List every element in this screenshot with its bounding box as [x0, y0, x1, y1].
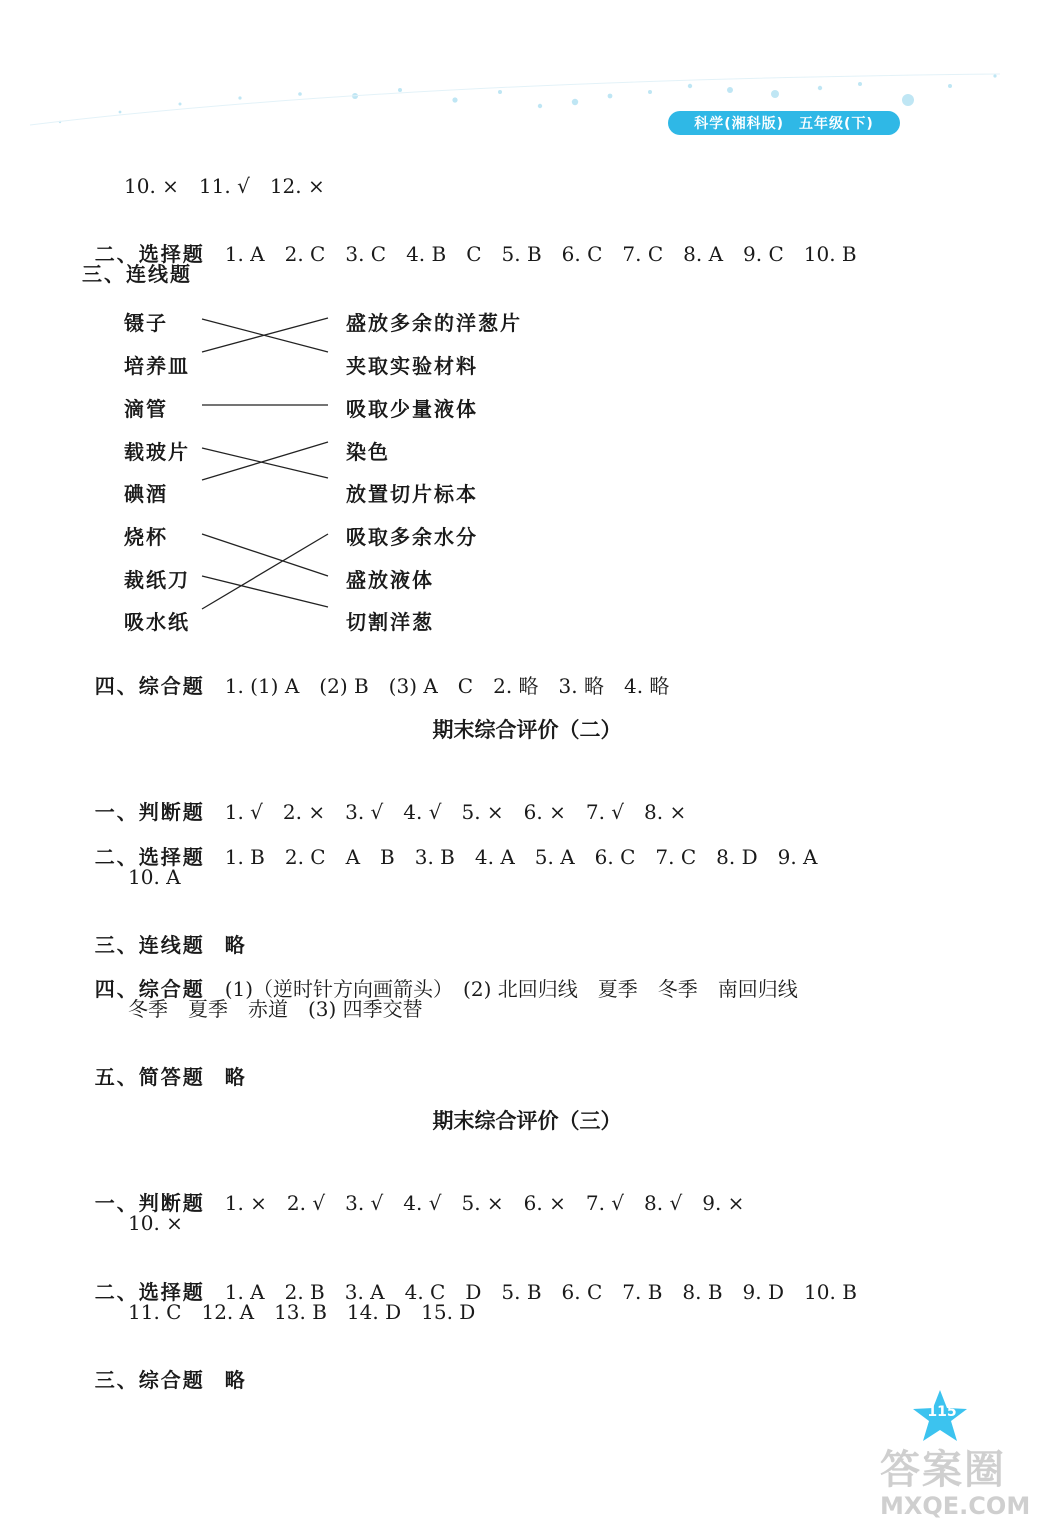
match-left-item: 载玻片: [124, 440, 190, 464]
exam3-judgement-label: 一、判断题: [94, 1191, 205, 1215]
site-watermark: [880, 1448, 1050, 1532]
matching-label: 三、连线题: [82, 262, 192, 286]
page-number: 115: [927, 1404, 957, 1420]
exam3-judgement-continued: 10. ×: [128, 1211, 183, 1235]
exam2-judgement-row: [82, 776, 686, 824]
exam3-choice-label: 二、选择题: [94, 1280, 205, 1304]
comprehensive-label: 四、综合题: [94, 674, 205, 698]
exam2-short-answer: 略: [224, 1065, 247, 1089]
comprehensive-answers: 1. (1) A (2) B (3) A C 2. 略 3. 略 4. 略: [224, 674, 670, 698]
exam2-matching-label: 三、连线题: [94, 933, 205, 957]
match-right-item: 盛放液体: [346, 568, 434, 592]
match-left-item: 吸水纸: [124, 610, 190, 634]
exam3-comprehensive-label: 三、综合题: [94, 1368, 205, 1392]
match-right-item: 吸取少量液体: [346, 397, 478, 421]
exam3-choice-row: [82, 1256, 857, 1304]
exam2-short-row: [82, 1041, 247, 1089]
match-left-item: 烧杯: [124, 525, 168, 549]
match-right-item: 夹取实验材料: [346, 354, 478, 378]
exam3-judgement-answers: 1. × 2. √ 3. √ 4. √ 5. × 6. × 7. √ 8. √ 9. ×: [224, 1191, 745, 1215]
match-right-item: 切割洋葱: [346, 610, 434, 634]
match-left-item: 碘酒: [124, 482, 168, 506]
choice-label: 二、选择题: [94, 242, 205, 266]
connector-line: [202, 534, 328, 609]
exam2-comprehensive-row: [82, 953, 798, 1001]
connector-line: [202, 319, 328, 352]
match-left-item: 裁纸刀: [124, 568, 190, 592]
exam2-comprehensive-label: 四、综合题: [94, 977, 205, 1001]
exam2-comprehensive-answers: (1)（逆时针方向画箭头） (2) 北回归线 夏季 冬季 南回归线: [224, 977, 798, 1001]
match-right-item: 吸取多余水分: [346, 525, 478, 549]
connector-line: [202, 576, 328, 607]
exam2-choice-row: [82, 821, 817, 869]
exam2-choice-answers: 1. B 2. C A B 3. B 4. A 5. A 6. C 7. C 8. D 9. A: [224, 845, 818, 869]
match-left-item: 培养皿: [124, 354, 190, 378]
exam3-choice-continued: 11. C 12. A 13. B 14. D 15. D: [128, 1300, 476, 1324]
watermark-url: MXQE.COM: [880, 1492, 1031, 1520]
exam2-title: 期末综合评价（二）: [432, 718, 622, 742]
exam2-choice-label: 二、选择题: [94, 845, 205, 869]
match-left-item: 滴管: [124, 397, 168, 421]
connector-line: [202, 442, 328, 480]
connector-line: [202, 534, 328, 576]
subject-grade-badge: 科学(湘科版) 五年级(下): [668, 111, 900, 135]
exam2-judgement-label: 一、判断题: [94, 800, 205, 824]
exam2-matching-answer: 略: [224, 933, 247, 957]
exam2-comprehensive-continued: 冬季 夏季 赤道 (3) 四季交替: [128, 997, 423, 1021]
choice-answers: 1. A 2. C 3. C 4. B C 5. B 6. C 7. C 8. A 9. C 10. B: [224, 242, 857, 266]
match-right-item: 盛放多余的洋葱片: [346, 311, 522, 335]
exam2-judgement-answers: 1. √ 2. × 3. √ 4. √ 5. × 6. × 7. √ 8. ×: [224, 800, 687, 824]
connector-line: [202, 448, 328, 478]
exam3-title: 期末综合评价（三）: [432, 1109, 622, 1133]
match-right-item: 染色: [346, 440, 390, 464]
exam3-comprehensive-answer: 略: [224, 1368, 247, 1392]
exam2-matching-row: [82, 909, 247, 957]
exam3-judgement-row: [82, 1167, 744, 1215]
watermark-logo-text: 答案圈: [880, 1447, 1006, 1493]
match-right-item: 放置切片标本: [346, 482, 478, 506]
exam2-choice-continued: 10. A: [128, 865, 181, 889]
exam2-short-label: 五、简答题: [94, 1065, 205, 1089]
comprehensive-row: [82, 650, 669, 698]
exam3-comprehensive-row: [82, 1344, 247, 1392]
exam3-choice-answers: 1. A 2. B 3. A 4. C D 5. B 6. C 7. B 8. B 9. D 10. B: [224, 1280, 857, 1304]
match-left-item: 镊子: [124, 311, 168, 335]
judgement-continued-answers: 10. × 11. √ 12. ×: [124, 174, 325, 198]
connector-line: [202, 318, 328, 352]
choice-row: [82, 218, 857, 266]
